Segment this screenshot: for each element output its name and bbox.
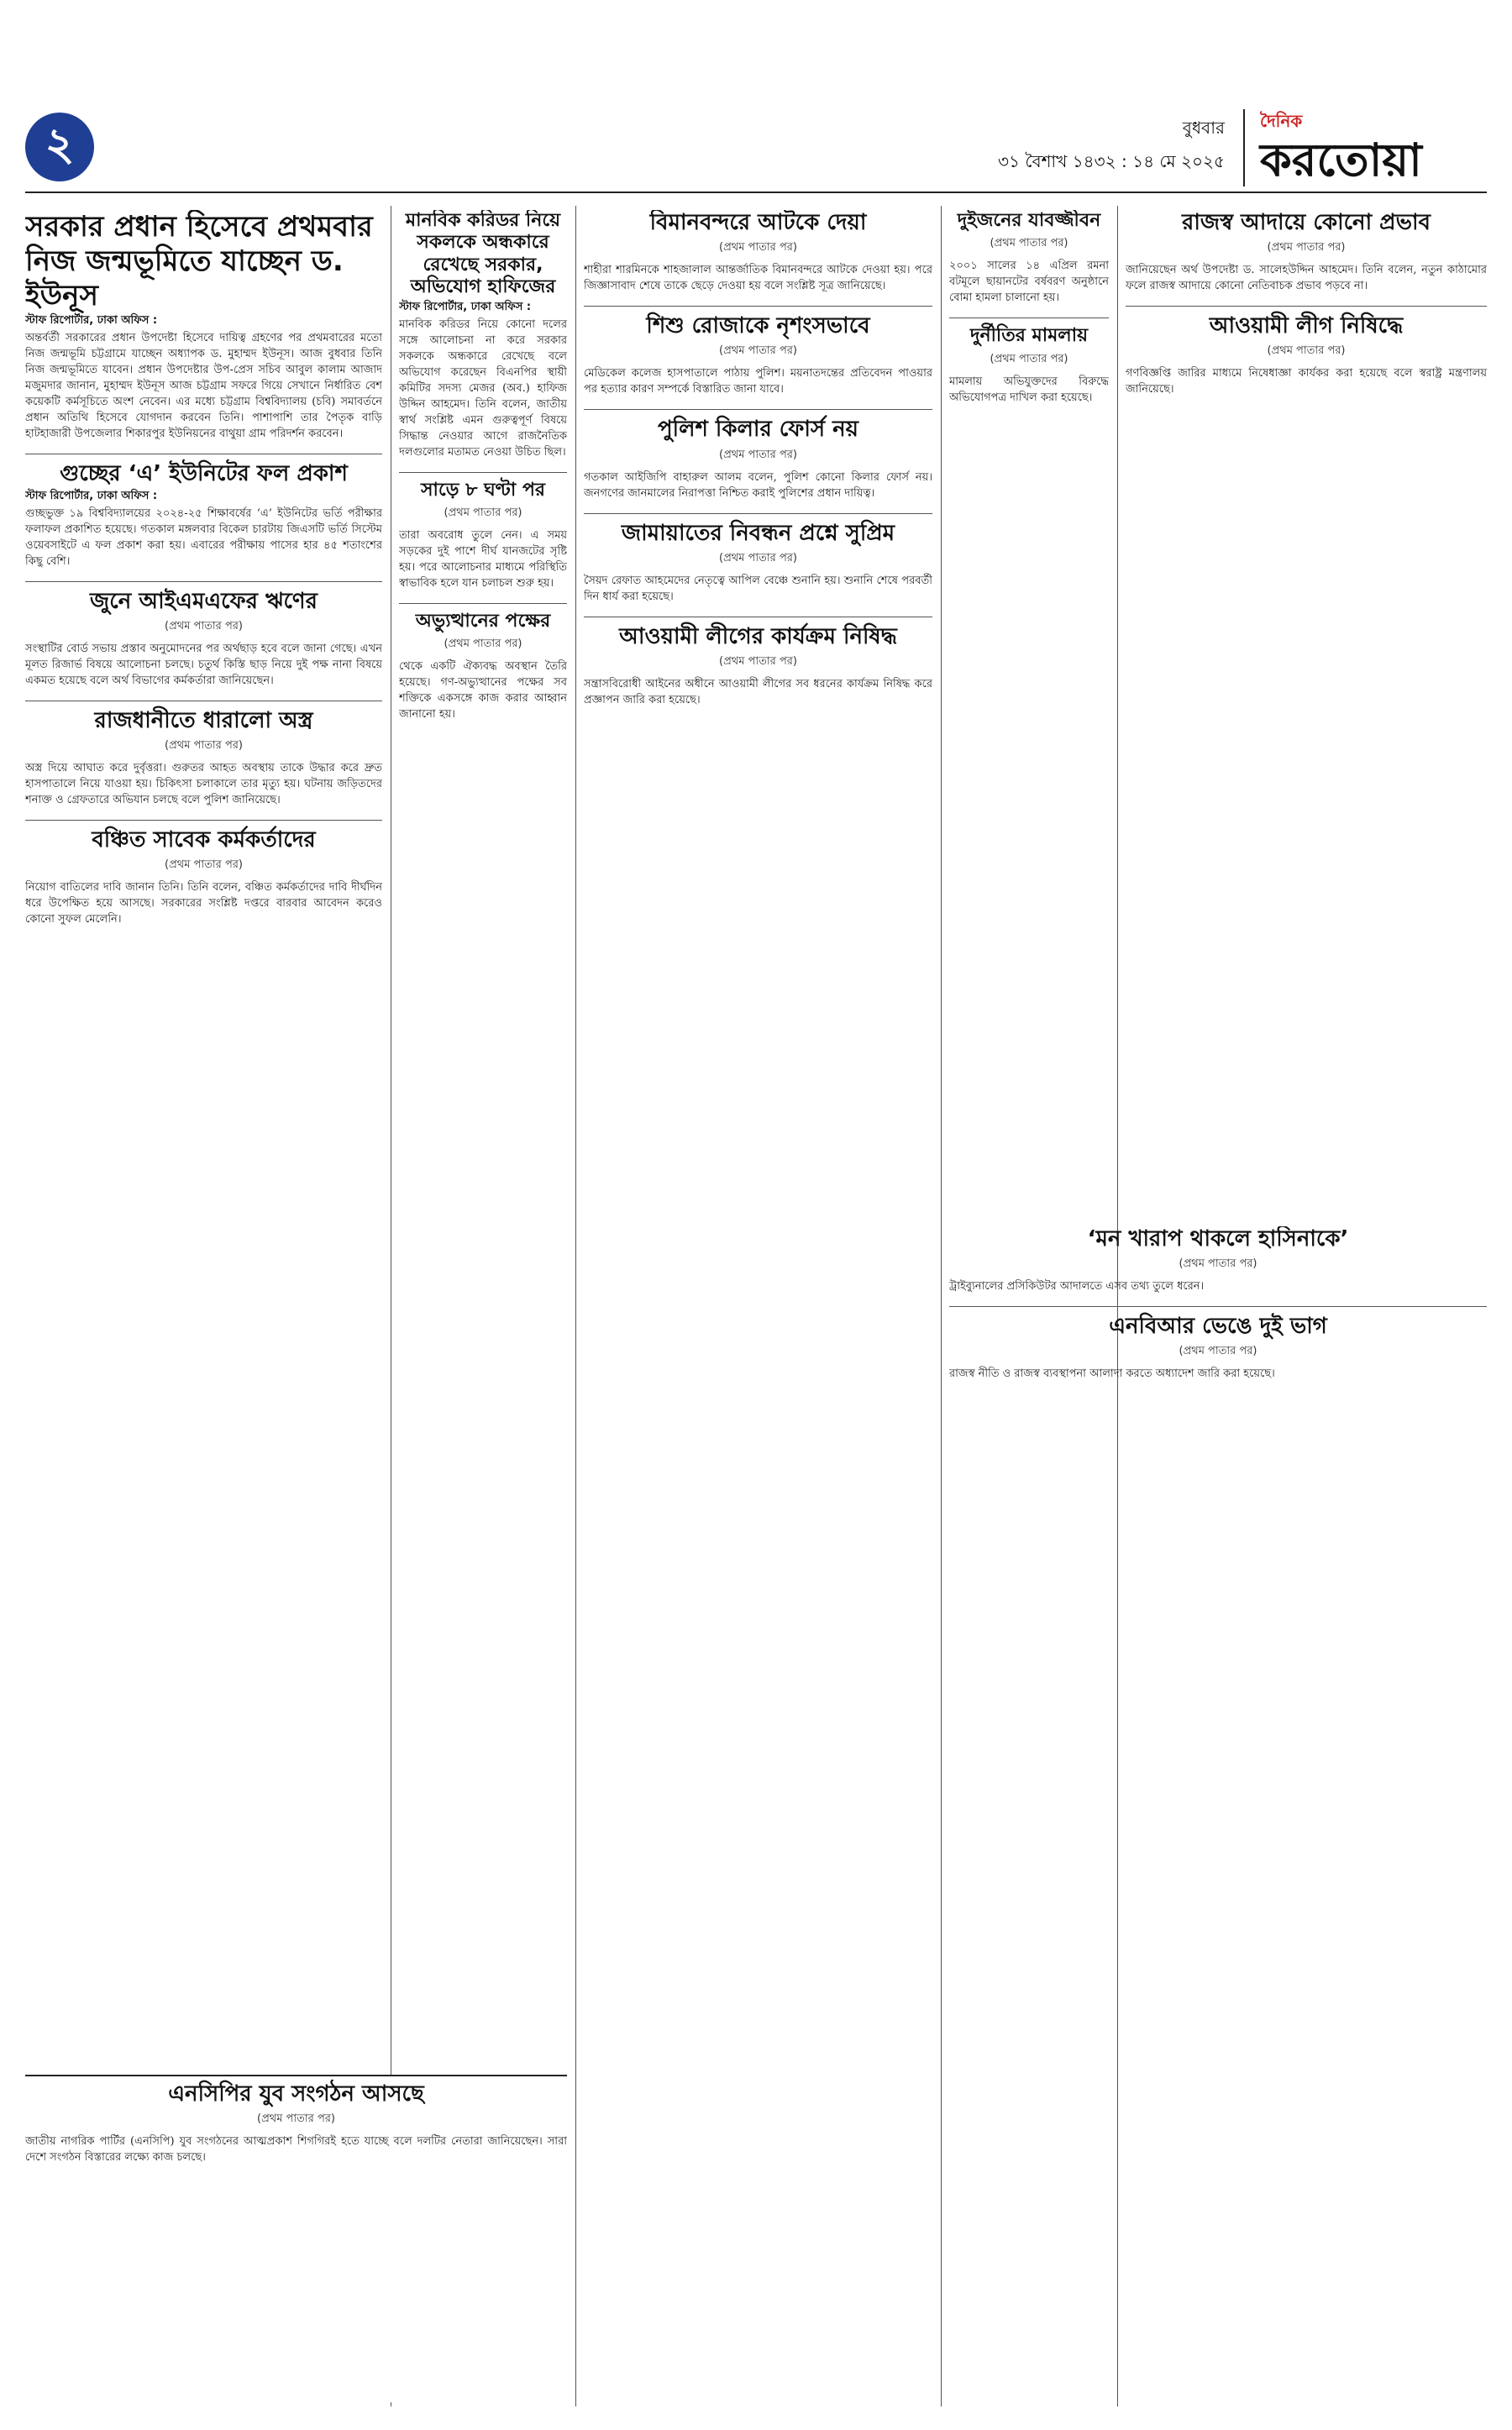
story-body: রাজস্ব নীতি ও রাজস্ব ব্যবস্থাপনা আলাদা করতে অধ্যাদেশ জারি করা হয়েছে। bbox=[949, 1367, 1275, 1381]
story-mon-kharap bbox=[949, 1226, 1487, 1294]
story-body: সন্ত্রাসবিরোধী আইনের অধীনে আওয়ামী লীগের সব ধরনের কার্যক্রম নিষিদ্ধ করে প্রজ্ঞাপন জারি করা হয়েছে। bbox=[584, 677, 932, 706]
story-continued: (প্রথম পাতার পর) bbox=[990, 352, 1068, 365]
story-headline: পুলিশ কিলার ফোর্স নয় bbox=[658, 417, 858, 443]
story-headline: এনসিপির যুব সংগঠন আসছে bbox=[168, 2081, 424, 2107]
story-byline: স্টাফ রিপোর্টার, ঢাকা অফিস : bbox=[25, 489, 158, 502]
story-headline: অভ্যুত্থানের পক্ষের bbox=[415, 610, 551, 632]
story-revenue-impact bbox=[1126, 210, 1487, 294]
story-continued: (প্রথম পাতার পর) bbox=[1179, 1257, 1257, 1271]
story-headline: সাড়ে ৮ ঘণ্টা পর bbox=[421, 479, 545, 501]
story-body: অস্ত্র দিয়ে আঘাত করে দুর্বৃত্তরা। গুরুতর আহত অবস্থায় তাকে উদ্ধার করে দ্রুত হাসপাতালে নিয়ে যাওয়া হয়। চিকিৎসা চলাকালে তার মৃত্যু হয়। ঘটনায় জড়িতদের শনাক্ত ও গ্রেফতারে অভিযান চলছে বলে পুলিশ জানিয়েছে। bbox=[25, 761, 382, 806]
story-body: গতকাল আইজিপি বাহারুল আলম বলেন, পুলিশ কোনো কিলার ফোর্স নয়। জনগণের জানমালের নিরাপত্তা নিশ্চিত করাই পুলিশের প্রধান দায়িত্ব। bbox=[584, 470, 932, 500]
column-5 bbox=[1126, 210, 1487, 1218]
story-body: অন্তর্বর্তী সরকারের প্রধান উপদেষ্টা হিসেবে দায়িত্ব গ্রহণের পর প্রথমবারের মতো নিজ জন্মভূমি চট্টগ্রামে যাচ্ছেন অধ্যাপক ড. মুহাম্মদ ইউনূস। আজ বুধবার তিনি নিজ জন্মভূমিতে যাবেন। প্রধান উপদেষ্টার উপ-প্রেস সচিব আবুল কালাম আজাদ মজুমদার জানান, মুহাম্মদ ইউনূস আজ চট্টগ্রাম সফরে গিয়ে সেখানে নির্ধারিত বেশ কয়েকটি কর্মসূচিতে অংশ নেবেন। এর মধ্যে চট্টগ্রাম বিশ্ববিদ্যালয় (চবি) সমাবর্তনে প্রধান অতিথি হিসেবে যোগদান করবেন তিনি। পাশাপাশি তার পৈতৃক বাড়ি হাটহাজারী উপজেলার শিকারপুর ইউনিয়নের বাথুয়া গ্রাম পরিদর্শন করবেন। bbox=[25, 332, 382, 441]
story-headline: বিমানবন্দরে আটকে দেয়া bbox=[649, 210, 867, 235]
story-continued: (প্রথম পাতার পর) bbox=[1267, 344, 1346, 358]
logo-title: করতোয়া bbox=[1260, 134, 1422, 186]
story-continued: (প্রথম পাতার পর) bbox=[165, 858, 243, 872]
story-sharp-weapon bbox=[25, 708, 382, 808]
story-headline: আওয়ামী লীগ নিষিদ্ধে bbox=[1209, 313, 1404, 339]
story-body: সৈয়দ রেফাত আহমেদের নেতৃত্বে আপিল বেঞ্চে শুনানি হয়। শুনানি শেষে পরবর্তী দিন ধার্য করা হয়েছে। bbox=[584, 574, 932, 603]
story-body: ট্রাইব্যুনালের প্রসিকিউটর আদালতে এসব তথ্য তুলে ধরেন। bbox=[949, 1280, 1205, 1294]
story-continued: (প্রথম পাতার পর) bbox=[719, 241, 797, 255]
story-continued: (প্রথম পাতার পর) bbox=[1267, 241, 1346, 255]
story-body: মামলায় অভিযুক্তদের বিরুদ্ধে অভিযোগপত্র দাখিল করা হয়েছে। bbox=[949, 375, 1109, 404]
story-life-term bbox=[949, 210, 1109, 306]
story-headline: বঞ্চিত সাবেক কর্মকর্তাদের bbox=[92, 827, 316, 853]
story-al-activities-banned bbox=[584, 624, 932, 708]
story-headline: রাজধানীতে ধারালো অস্ত্র bbox=[94, 707, 313, 733]
story-headline: রাজস্ব আদায়ে কোনো প্রভাব bbox=[1182, 210, 1431, 235]
story-body: নিয়োগ বাতিলের দাবি জানান তিনি। তিনি বলেন, বঞ্চিত কর্মকর্তাদের দাবি দীর্ঘদিন ধরে উপেক্ষিত হয়ে আসছে। সরকারের সংশ্লিষ্ট দপ্তরে বারবার আবেদন করেও কোনো সুফল মেলেনি। bbox=[25, 881, 382, 926]
story-child-roja bbox=[584, 313, 932, 397]
story-imf-loan bbox=[25, 589, 382, 689]
story-police-killer bbox=[584, 417, 932, 501]
story-body: জানিয়েছেন অর্থ উপদেষ্টা ড. সালেহউদ্দিন আহমেদ। তিনি বলেন, নতুন কাঠামোর ফলে রাজস্ব আদায়ে কোনো নেতিবাচক প্রভাব পড়বে না। bbox=[1126, 264, 1487, 293]
story-headline: জামায়াতের নিবন্ধন প্রশ্নে সুপ্রিম bbox=[621, 520, 895, 546]
story-eight-hours bbox=[399, 480, 567, 591]
story-ncp-youth bbox=[25, 2075, 567, 2402]
story-continued: (প্রথম পাতার পর) bbox=[165, 619, 243, 632]
story-headline: গুচ্ছের ‘এ’ ইউনিটের ফল প্রকাশ bbox=[60, 461, 348, 487]
column-2 bbox=[399, 210, 567, 2402]
story-continued: (প্রথম পাতার পর) bbox=[1179, 1345, 1257, 1358]
story-continued: (প্রথম পাতার পর) bbox=[719, 654, 797, 668]
story-headline: ‘মন খারাপ থাকলে হাসিনাকে’ bbox=[1087, 1226, 1349, 1252]
story-uprising bbox=[399, 611, 567, 722]
story-headline: দুইজনের যাবজ্জীবন bbox=[957, 210, 1101, 231]
issue-date: ৩১ বৈশাখ ১৪৩২ : ১৪ মে ২০২৫ bbox=[998, 151, 1225, 171]
story-continued: (প্রথম পাতার পর) bbox=[257, 2112, 335, 2126]
story-headline: শিশু রোজাকে নৃশংসভাবে bbox=[646, 313, 870, 339]
story-continued: (প্রথম পাতার পর) bbox=[165, 738, 243, 752]
story-airport bbox=[584, 210, 932, 294]
story-body: গুচ্ছভুক্ত ১৯ বিশ্ববিদ্যালয়ের ২০২৪-২৫ শিক্ষাবর্ষের ‘এ’ ইউনিটের ভর্তি পরীক্ষার ফলাফল প্রকাশিত হয়েছে। গতকাল মঙ্গলবার বিকেল চারটায় জিএসটি ভর্তি সিস্টেম ওয়েবসাইটে এ ফল প্রকাশ করা হয়। এবারের পরীক্ষায় পাসের হার ৪৫ শতাংশের কিছু বেশি। bbox=[25, 506, 382, 568]
masthead bbox=[25, 109, 1487, 193]
story-headline: আওয়ামী লীগের কার্যক্রম নিষিদ্ধ bbox=[619, 623, 897, 649]
story-byline: স্টাফ রিপোর্টার, ঢাকা অফিস : bbox=[399, 300, 532, 313]
story-cluster-result bbox=[25, 461, 382, 569]
story-body: ২০০১ সালের ১৪ এপ্রিল রমনা বটমূলে ছায়ানটের বর্ষবরণ অনুষ্ঠানে বোমা হামলা চালানো হয়। bbox=[949, 260, 1109, 305]
story-jamaat-registration bbox=[584, 521, 932, 605]
story-corruption-case bbox=[949, 325, 1109, 405]
story-headline: এনবিআর ভেঙে দুই ভাগ bbox=[1109, 1314, 1327, 1340]
story-deprived-officials bbox=[25, 827, 382, 927]
newspaper-logo bbox=[1243, 109, 1487, 186]
story-headline: দুর্নীতির মামলায় bbox=[969, 325, 1089, 347]
page-number-badge: ২ bbox=[25, 113, 94, 181]
story-continued: (প্রথম পাতার পর) bbox=[719, 448, 797, 461]
logo-prefix: দৈনিক bbox=[1260, 111, 1303, 131]
column-4 bbox=[949, 210, 1109, 1218]
story-body: মেডিকেল কলেজ হাসপাতালে পাঠায় পুলিশ। ময়নাতদন্তের প্রতিবেদন পাওয়ার পর হত্যার কারণ সম্পর্কে বিস্তারিত জানা যাবে। bbox=[584, 367, 932, 396]
story-continued: (প্রথম পাতার পর) bbox=[444, 506, 522, 519]
story-continued: (প্রথম পাতার পর) bbox=[444, 638, 522, 651]
story-yunus bbox=[25, 210, 382, 442]
story-headline: মানবিক করিডর নিয়ে সকলকে অন্ধকারে রেখেছে সরকার, অভিযোগ হাফিজের bbox=[405, 210, 561, 298]
story-continued: (প্রথম পাতার পর) bbox=[719, 344, 797, 358]
story-headline: সরকার প্রধান হিসেবে প্রথমবার নিজ জন্মভূমিতে যাচ্ছেন ড. ইউনূস bbox=[25, 210, 373, 312]
column-3 bbox=[584, 210, 932, 2402]
story-continued: (প্রথম পাতার পর) bbox=[990, 237, 1068, 250]
story-headline: জুনে আইএমএফের ঋণের bbox=[90, 588, 318, 614]
story-al-ban bbox=[1126, 313, 1487, 397]
story-body: শাহীরা শারমিনকে শাহজালাল আন্তর্জাতিক বিমানবন্দরে আটকে দেওয়া হয়। পরে জিজ্ঞাসাবাদ শেষে তাকে ছেড়ে দেওয়া হয় বলে সংশ্লিষ্ট সূত্র জানিয়েছে। bbox=[584, 264, 932, 293]
story-continued: (প্রথম পাতার পর) bbox=[719, 551, 797, 564]
story-body: সংস্থাটির বোর্ড সভায় প্রস্তাব অনুমোদনের পর অর্থছাড় হবে বলে জানা গেছে। এখন মূলত রিজার্ভ বিষয়ে আলোচনা চলছে। চতুর্থ কিস্তি ছাড় নিয়ে দুই পক্ষ নানা বিষয়ে একমত হয়েছে বলে অর্থ বিভাগের কর্মকর্তারা জানিয়েছেন। bbox=[25, 642, 382, 687]
issue-day: বুধবার bbox=[1182, 118, 1225, 138]
story-byline: স্টাফ রিপোর্টার, ঢাকা অফিস : bbox=[25, 314, 158, 328]
story-body: মানবিক করিডর নিয়ে কোনো দলের সঙ্গে আলোচনা না করে সরকার সকলকে অন্ধকারে রেখেছে বলে অভিযোগ করেছেন বিএনপির স্থায়ী কমিটির সদস্য মেজর (অব.) হাফিজ উদ্দিন আহমেদ। তিনি বলেন, জাতীয় স্বার্থ সংশ্লিষ্ট এমন গুরুত্বপূর্ণ বিষয়ে সিদ্ধান্ত নেওয়ার আগে রাজনৈতিক দলগুলোর মতামত নেওয়া উচিত ছিল। bbox=[399, 318, 567, 459]
column-1 bbox=[25, 210, 382, 2402]
story-corridor bbox=[399, 210, 567, 460]
story-body: তারা অবরোধ তুলে নেন। এ সময় সড়কের দুই পাশে দীর্ঘ যানজটের সৃষ্টি হয়। পরে আলোচনার মাধ্যমে পরিস্থিতি স্বাভাবিক হলে যান চলাচল শুরু হয়। bbox=[399, 528, 567, 590]
column-4-5-lower bbox=[949, 1226, 1487, 2402]
story-body: থেকে একটি ঐক্যবদ্ধ অবস্থান তৈরি হয়েছে। গণ-অভ্যুত্থানের পক্ষের সব শক্তিকে একসঙ্গে কাজ করার আহ্বান জানানো হয়। bbox=[399, 660, 567, 722]
story-body: গণবিজ্ঞপ্তি জারির মাধ্যমে নিষেধাজ্ঞা কার্যকর করা হয়েছে বলে স্বরাষ্ট্র মন্ত্রণালয় জানিয়েছে। bbox=[1126, 367, 1487, 396]
story-nbr-split bbox=[949, 1314, 1487, 1382]
story-body: জাতীয় নাগরিক পার্টির (এনসিপি) যুব সংগঠনের আত্মপ্রকাশ শিগগিরই হতে যাচ্ছে বলে দলটির নেতারা জানিয়েছেন। সারা দেশে সংগঠন বিস্তারের লক্ষ্যে কাজ চলছে। bbox=[25, 2135, 567, 2165]
